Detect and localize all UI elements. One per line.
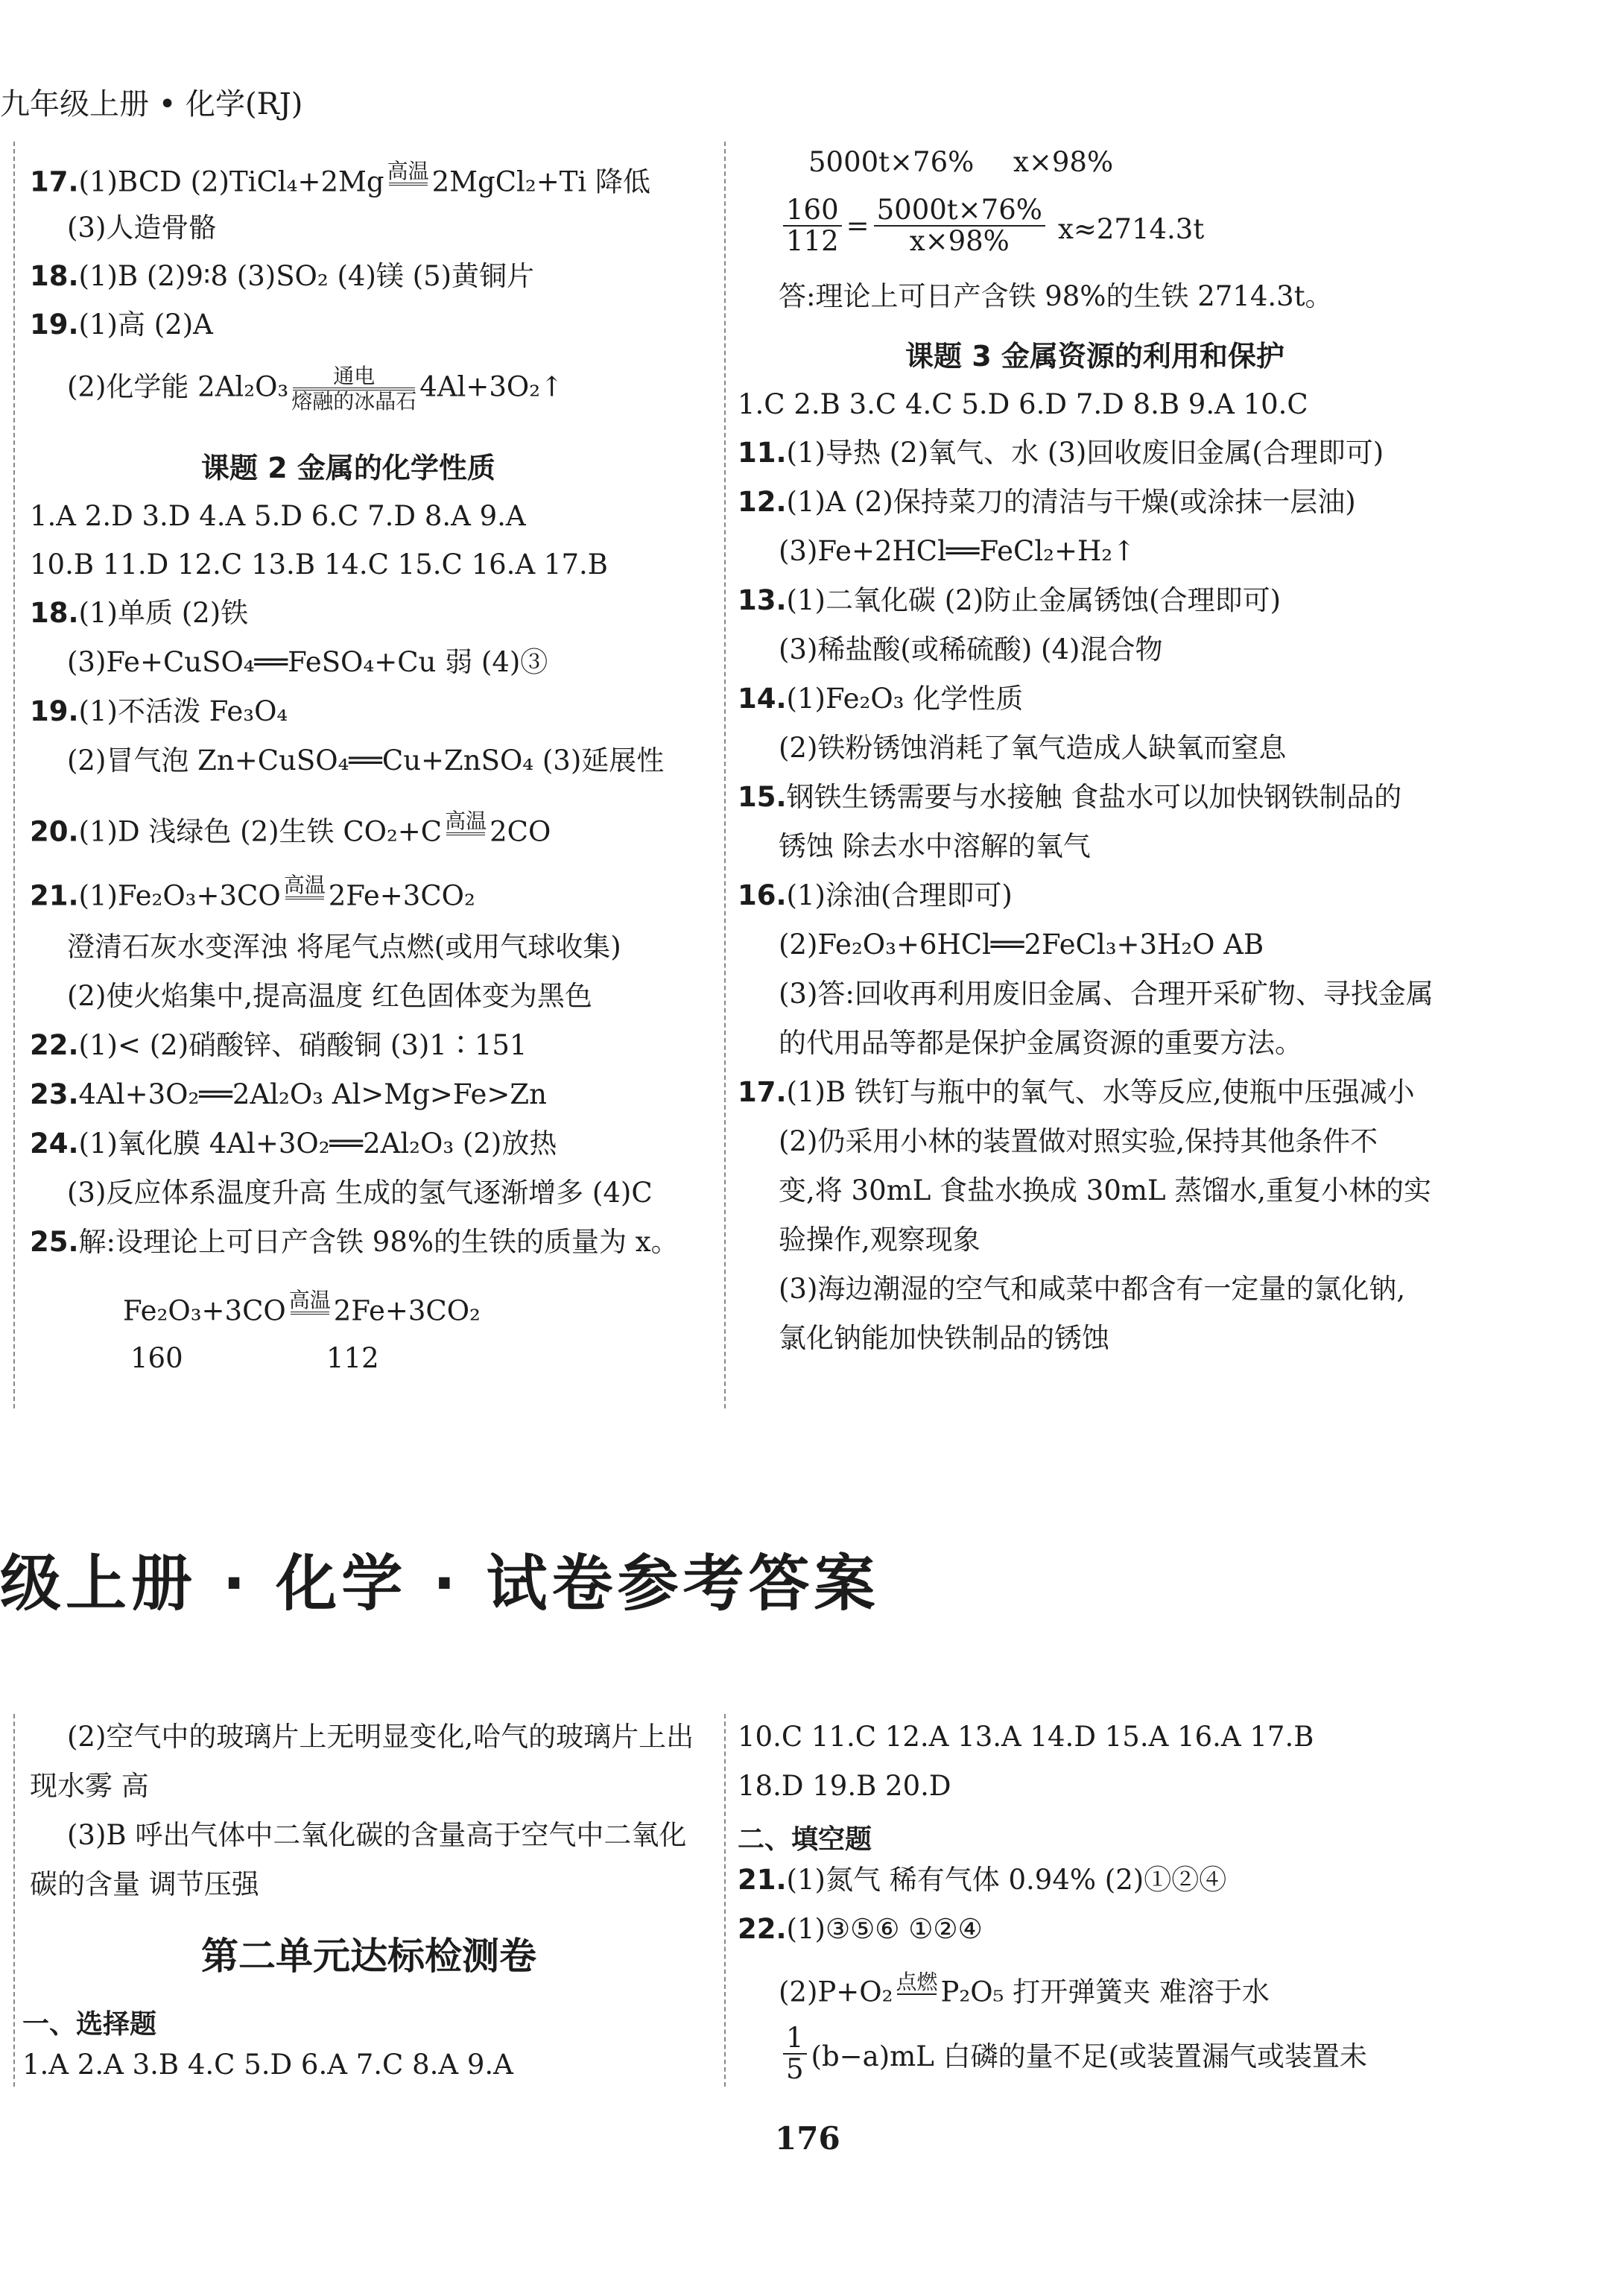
question-number: 17. (30, 165, 79, 198)
answer-17-line1 (30, 160, 650, 208)
answer-21-line2: 澄清石灰水变浑浊 将尾气点燃(或用气球收集) (67, 931, 621, 963)
prev-answer-line4: 碳的含量 调节压强 (30, 1868, 259, 1900)
answer-18b-line2: (3)Fe+CuSO₄══FeSO₄+Cu 弱 (4)③ (67, 646, 548, 678)
answer-21-line1: 21.(1)Fe₂O₃+3CO 高温 2Fe+3CO₂ (30, 874, 475, 922)
answer-22-fill-line3: $\frac{1}{5}$ (b−a)mL 白磷的量不足(或装置漏气或装置未 (779, 2023, 1367, 2084)
section-fill-title: 二、填空题 (738, 1824, 872, 1855)
answer-18b-line1: 18.(1)单质 (2)铁 (30, 597, 249, 629)
answer-25-equation: Fe₂O₃+3CO 高温 2Fe+3CO₂ (123, 1289, 481, 1337)
choice-row-bottom-1: 1.A 2.A 3.B 4.C 5.D 6.A 7.C 8.A 9.A (22, 2049, 513, 2081)
unit-test-title: 第二单元达标检测卷 (201, 1935, 536, 1978)
answer-12-line1: 12.(1)A (2)保持菜刀的清洁与干燥(或涂抹一层油) (738, 486, 1356, 518)
calc-line1-b: x×98% (1013, 146, 1114, 178)
choice-row-1: 1.A 2.D 3.D 4.A 5.D 6.C 7.D 8.A 9.A (30, 500, 526, 532)
answer-text: (1)BCD (2)TiCl₄+2Mg (78, 165, 384, 198)
answer-22-fill-line1: 22.(1)③⑤⑥ ①②④ (738, 1913, 983, 1945)
column-divider-bottom (724, 1714, 726, 2087)
answer-19c-line1: 19.(1)不活泼 Fe₃O₄ (30, 695, 288, 727)
answer-16-line3: (3)答:回收再利用废旧金属、合理开采矿物、寻找金属 (779, 978, 1433, 1010)
answer-19c-line2: (2)冒气泡 Zn+CuSO₄══Cu+ZnSO₄ (3)延展性 (67, 744, 665, 777)
topic-2-title: 课题 2 金属的化学性质 (201, 452, 495, 484)
page-number: 176 (775, 2120, 840, 2157)
left-margin-divider (13, 142, 15, 1408)
answer-16-line4: 的代用品等都是保护金属资源的重要方法。 (779, 1027, 1302, 1059)
answer-24-line1: 24.(1)氧化膜 4Al+3O₂══2Al₂O₃ (2)放热 (30, 1128, 557, 1160)
answer-22: 22.(1)< (2)硝酸锌、硝酸铜 (3)1∶151 (30, 1029, 528, 1061)
prev-answer-line2: 现水雾 高 (30, 1770, 149, 1802)
section-choice-title: 一、选择题 (22, 2009, 157, 2040)
answer-15-line2: 锈蚀 除去水中溶解的氧气 (779, 830, 1091, 862)
column-divider-top (724, 142, 726, 1408)
answer-14-line1: 14.(1)Fe₂O₃ 化学性质 (738, 683, 1024, 715)
proportion-equation: $\frac{160}{112}$ = $\frac{5000t\times 76\%}{x\times 98\%}$ (779, 195, 1050, 256)
choice-row-bottom-2: 10.C 11.C 12.A 13.A 14.D 15.A 16.A 17.B (738, 1721, 1314, 1753)
choice-row-2: 10.B 11.D 12.C 13.B 14.C 15.C 16.A 17.B (30, 548, 608, 581)
prev-answer-line3: (3)B 呼出气体中二氧化碳的含量高于空气中二氧化 (67, 1819, 687, 1851)
answer-17r-line4: 验操作,观察现象 (779, 1224, 981, 1256)
answer-11: 11.(1)导热 (2)氧气、水 (3)回收废旧金属(合理即可) (738, 437, 1384, 469)
fraction-right: $\frac{5000t\times 76\%}{x\times 98\%}$ (874, 195, 1045, 256)
answer-19-line2: (2)化学能 2Al₂O₃ 通电 熔融的冰晶石 4Al+3O₂↑ (67, 364, 564, 414)
answer-23: 23.4Al+3O₂══2Al₂O₃ Al>Mg>Fe>Zn (30, 1078, 547, 1110)
molar-mass-fe2o3: 160 (130, 1342, 183, 1374)
left-margin-divider-bottom (13, 1714, 15, 2087)
answer-25-line1: 25.解:设理论上可日产含铁 98%的生铁的质量为 x。 (30, 1226, 679, 1258)
answer-17-line2: (3)人造骨骼 (67, 212, 217, 244)
calc-answer: 答:理论上可日产含铁 98%的生铁 2714.3t。 (779, 280, 1333, 312)
answer-text: 2MgCl₂+Ti 降低 (431, 165, 650, 198)
answer-20: 20.(1)D 浅绿色 (2)生铁 CO₂+C 高温 2CO (30, 810, 551, 858)
choice-row-bottom-3: 18.D 19.B 20.D (738, 1770, 951, 1802)
answer-13-line2: (3)稀盐酸(或稀硫酸) (4)混合物 (779, 633, 1163, 665)
answer-17r-line6: 氯化钠能加快铁制品的锈蚀 (779, 1322, 1109, 1354)
answer-17r-line1: 17.(1)B 铁钉与瓶中的氧气、水等反应,使瓶中压强减小 (738, 1076, 1415, 1108)
page-header: 九年级上册 • 化学(RJ) (0, 87, 303, 121)
answer-22-fill-line2: (2)P+O₂ 点燃 P₂O₅ 打开弹簧夹 难溶于水 (779, 1971, 1270, 2017)
topic-3-title: 课题 3 金属资源的利用和保护 (905, 340, 1284, 373)
prev-answer-line1: (2)空气中的玻璃片上无明显变化,哈气的玻璃片上出 (67, 1721, 694, 1753)
answer-15-line1: 15.钢铁生锈需要与水接触 食盐水可以加快钢铁制品的 (738, 781, 1402, 813)
condition-high-temp: 高温 (289, 1289, 331, 1337)
section-banner-title: 级上册 · 化学 · 试卷参考答案 (0, 1549, 880, 1619)
condition-high-temp: 高温 (445, 810, 487, 858)
fraction-left: $\frac{160}{112}$ (783, 195, 842, 256)
condition-ignite: 点燃 (896, 1970, 938, 1994)
answer-13-line1: 13.(1)二氧化碳 (2)防止金属锈蚀(合理即可) (738, 584, 1281, 616)
condition-high-temp: 高温 (387, 160, 429, 208)
answer-19-line1: 19.(1)高 (2)A (30, 309, 213, 341)
answer-17r-line5: (3)海边潮湿的空气和咸菜中都含有一定量的氯化钠, (779, 1273, 1406, 1305)
condition-high-temp: 高温 (284, 874, 326, 922)
answer-21-fill: 21.(1)氮气 稀有气体 0.94% (2)①②④ (738, 1864, 1227, 1896)
answer-18: 18.(1)B (2)9∶8 (3)SO₂ (4)镁 (5)黄铜片 (30, 260, 535, 292)
answer-14-line2: (2)铁粉锈蚀消耗了氧气造成人缺氧而窒息 (779, 732, 1287, 764)
answer-16-line2: (2)Fe₂O₃+6HCl══2FeCl₃+3H₂O AB (779, 929, 1264, 961)
answer-12-line2: (3)Fe+2HCl══FeCl₂+H₂↑ (779, 535, 1136, 567)
answer-17r-line2: (2)仍采用小林的装置做对照实验,保持其他条件不 (779, 1125, 1378, 1157)
calc-approx: x≈2714.3t (1058, 213, 1205, 245)
choice-row-3: 1.C 2.B 3.C 4.C 5.D 6.D 7.D 8.B 9.A 10.C (738, 388, 1308, 420)
answer-17r-line3: 变,将 30mL 食盐水换成 30mL 蒸馏水,重复小林的实 (779, 1174, 1432, 1206)
answer-16-line1: 16.(1)涂油(合理即可) (738, 879, 1013, 911)
condition-electrolysis: 通电 熔融的冰晶石 (291, 364, 417, 414)
fraction-one-fifth: $\frac{1}{5}$ (783, 2023, 807, 2084)
answer-24-line2: (3)反应体系温度升高 生成的氢气逐渐增多 (4)C (67, 1177, 653, 1209)
calc-line1-a: 5000t×76% (808, 146, 975, 178)
molar-mass-fe: 112 (326, 1342, 379, 1374)
answer-21-line3: (2)使火焰集中,提高温度 红色固体变为黑色 (67, 980, 592, 1012)
